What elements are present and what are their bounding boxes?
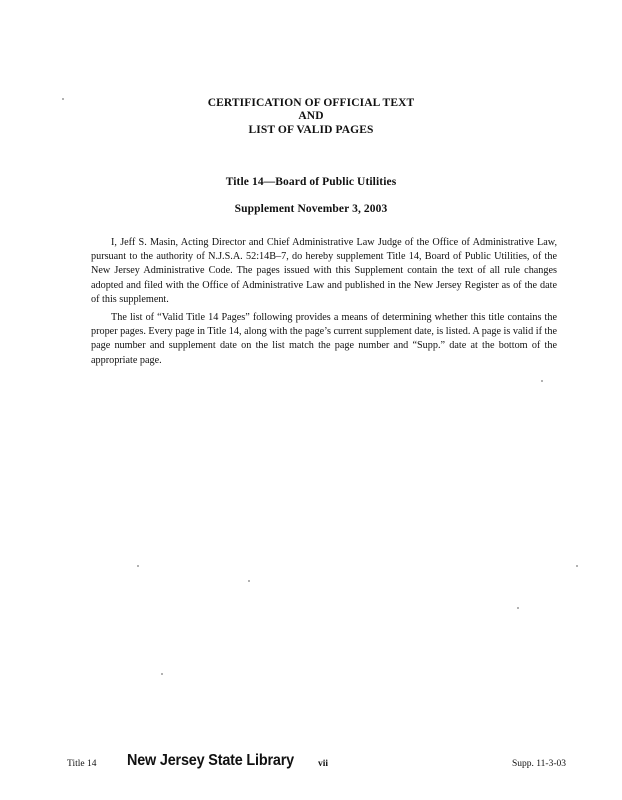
scan-speck bbox=[541, 380, 543, 382]
scan-speck bbox=[161, 673, 163, 675]
supplement-date: Supplement November 3, 2003 bbox=[234, 203, 388, 215]
title-subtitle: Title 14—Board of Public Utilities bbox=[225, 176, 397, 188]
heading-and: AND bbox=[298, 110, 324, 122]
footer-library-stamp: New Jersey State Library bbox=[127, 752, 294, 769]
scan-speck bbox=[137, 565, 139, 567]
scan-speck bbox=[62, 98, 64, 100]
certification-heading: CERTIFICATION OF OFFICIAL TEXT bbox=[207, 97, 415, 109]
certification-paragraph: I, Jeff S. Masin, Acting Director and Chief Administrative Law Judge of the Office of Administrative Law, pursuant to the authority of N.J.S.A. 52:14B–7, do hereby supplement Title 14, Board of Public Utilities, of the New Jersey Administrative Code. The pages issued with this Supplement contain the text of all rule changes adopted and filed with the Office of Administrative Law and published in the New Jersey Register as of the date of this supplement. bbox=[91, 237, 557, 305]
footer-title: Title 14 bbox=[67, 759, 97, 769]
footer-page-number: vii bbox=[318, 759, 329, 769]
valid-pages-heading: LIST OF VALID PAGES bbox=[248, 124, 374, 136]
scan-speck bbox=[517, 607, 519, 609]
scan-speck bbox=[248, 580, 250, 582]
footer-supp-date: Supp. 11-3-03 bbox=[512, 759, 567, 769]
valid-pages-paragraph: The list of “Valid Title 14 Pages” following provides a means of determining whether this title contains the proper pages. Every page in Title 14, along with the page’s current supplement date, is listed. A page is valid if the page number and supplement date on the list match the page number and “Supp.” date at the bottom of the appropriate page. bbox=[91, 312, 557, 366]
scan-speck bbox=[576, 565, 578, 567]
